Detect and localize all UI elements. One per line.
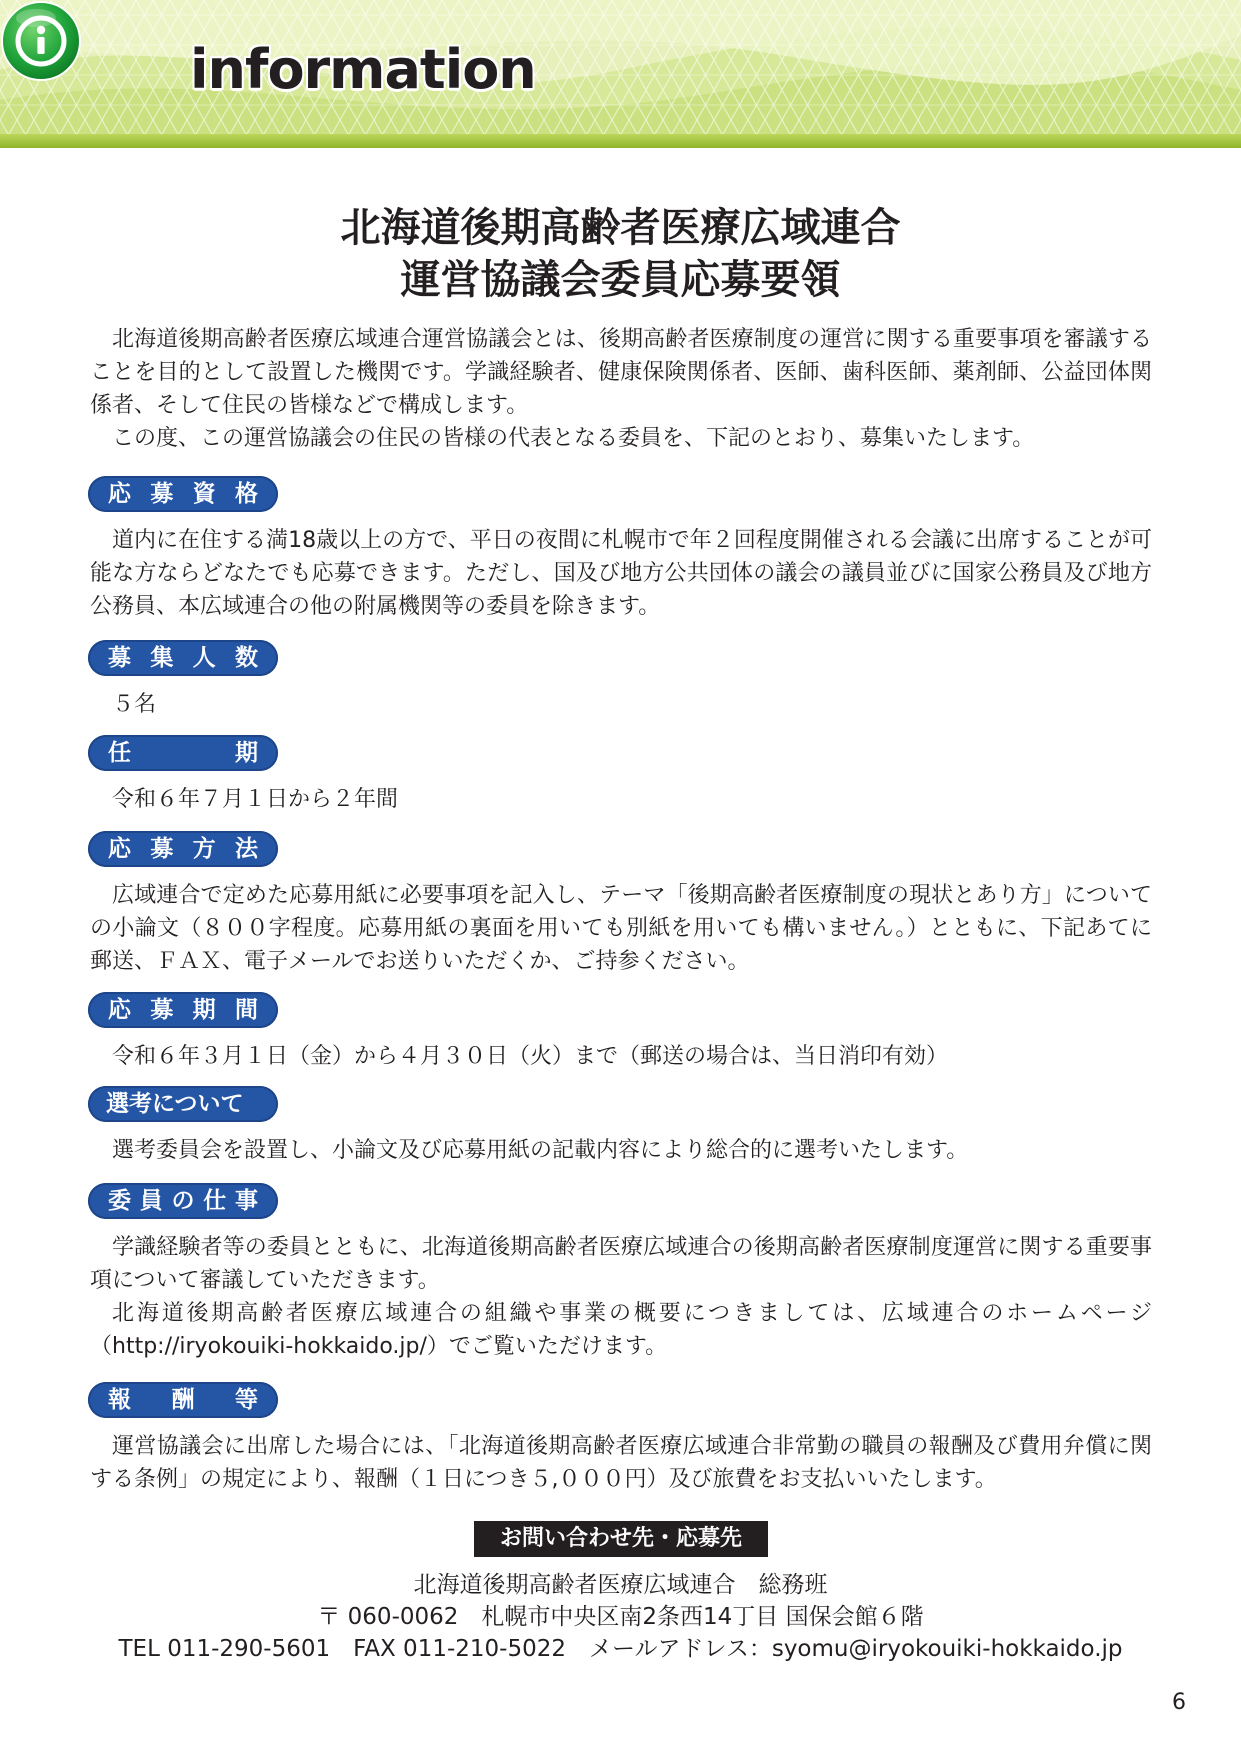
page-number: 6 <box>1172 1690 1186 1715</box>
duties-text: 学識経験者等の委員とともに、北海道後期高齢者医療広域連合の後期高齢者医療制度運営に関する重要事項について審議していただきます。 北海道後期高齢者医療広域連合の組織や事業の概要につきましては、広域連合のホームページ（http://iryokouiki-hokkaido.jp/）でご覧いただけます。 <box>90 1235 1152 1359</box>
term-text: 令和６年７月１日から２年間 <box>112 787 399 812</box>
tag-period: 応 募 期 間 <box>88 992 278 1028</box>
intro <box>90 323 1152 455</box>
tag-number: 募 集 人 数 <box>88 640 278 676</box>
number-text: ５名 <box>112 692 157 717</box>
tag-reward: 報 酬 等 <box>88 1382 278 1418</box>
contact-address: 〒 060-0062 札幌市中央区南2条西14丁目 国保会館６階 <box>317 1604 924 1630</box>
header-banner <box>0 0 1241 148</box>
tag-duties: 委 員 の 仕 事 <box>88 1183 278 1219</box>
title-line-1: 北海道後期高齢者医療広域連合 <box>340 205 901 251</box>
banner-pattern <box>0 0 1241 148</box>
contact-label: お問い合わせ先・応募先 <box>474 1521 768 1557</box>
eligibility-text: 道内に在住する満18歳以上の方で、平日の夜間に札幌市で年２回程度開催される会議に出席することが可能な方ならどなたでも応募できます。ただし、国及び地方公共団体の議会の議員並びに国家公務員及び地方公務員、本広域連合の他の附属機関等の委員を除きます。 <box>90 528 1152 619</box>
reward-text: 運営協議会に出席した場合には、「北海道後期高齢者医療広域連合非常勤の職員の報酬及び費用弁償に関する条例」の規定により、報酬（１日につき５,０００円）及び旅費をお支払いいたします。 <box>90 1434 1152 1492</box>
banner-word: information <box>190 38 536 101</box>
intro-paragraph-2: この度、この運営協議会の住民の皆様の代表となる委員を、下記のとおり、募集いたします。 <box>112 426 1035 451</box>
selection-text: 選考委員会を設置し、小論文及び応募用紙の記載内容により総合的に選考いたします。 <box>112 1138 969 1163</box>
tag-selection: 選考について <box>88 1086 278 1122</box>
info-icon <box>0 0 82 82</box>
period-text: 令和６年３月１日（金）から４月３０日（火）まで（郵送の場合は、当日消印有効） <box>112 1044 949 1069</box>
tag-method: 応 募 方 法 <box>88 831 278 867</box>
contact-phone: TEL 011-290-5601 FAX 011-210-5022 メールアドレス：syomu@iryokouiki-hokkaido.jp <box>118 1636 1123 1662</box>
method-text: 広域連合で定めた応募用紙に必要事項を記入し、テーマ「後期高齢者医療制度の現状とあり方」についての小論文（８００字程度。応募用紙の裏面を用いても別紙を用いても構いません。）とともに、下記あてに郵送、ＦＡＸ、電子メールでお送りいただくか、ご持参ください。 <box>90 883 1152 974</box>
tag-term: 任 期 <box>88 735 278 771</box>
contact-org: 北海道後期高齢者医療広域連合 総務班 <box>413 1572 828 1598</box>
intro-paragraph-1: 北海道後期高齢者医療広域連合運営協議会とは、後期高齢者医療制度の運営に関する重要事項を審議することを目的として設置した機関です。学識経験者、健康保険関係者、医師、歯科医師、薬剤師、公益団体関係者、そして住民の皆様などで構成します。 <box>90 327 1152 418</box>
title-line-2: 運営協議会委員応募要領 <box>400 257 841 303</box>
tag-eligibility: 応 募 資 格 <box>88 476 278 512</box>
